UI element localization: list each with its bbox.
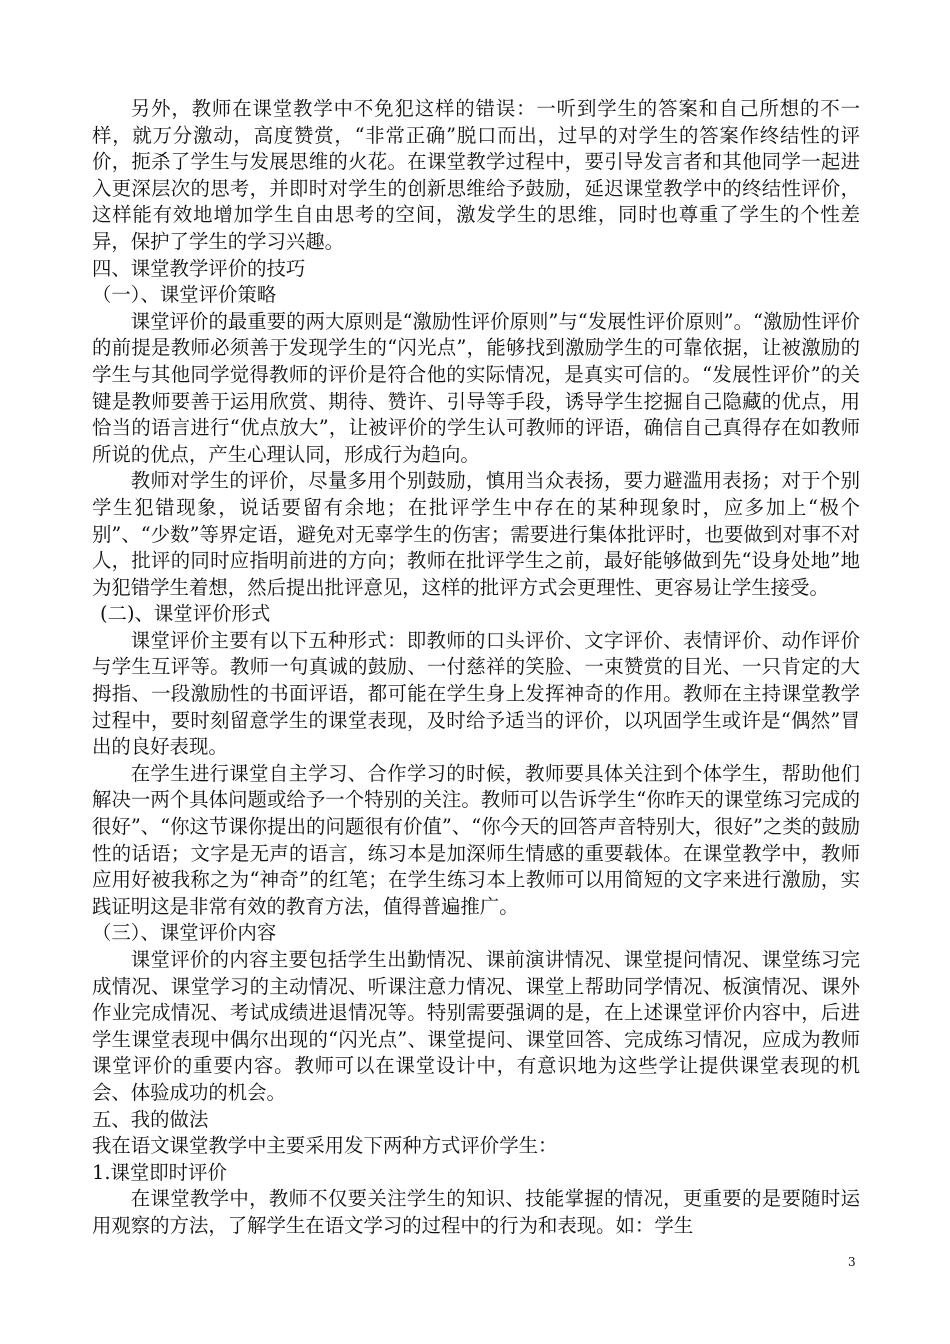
intro-line: 我在语文课堂教学中主要采用发下两种方式评价学生： (92, 1134, 558, 1158)
paragraph-1: 另外，教师在课堂教学中不免犯这样的错误：一听到学生的答案和自己所想的不一样，就万分激动，高度赞赏，“非常正确”脱口而出，过早的对学生的答案作终结性的评价，扼杀了学生与发展思维的火花。在课堂教学过程中，要引导发言者和其他同学一起进入更深层次的思考，并即时对学生的创新思维给予鼓励，延迟课堂教学中的终结性评价，这样能有效地增加学生自由思考的空间，激发学生的思维，同时也尊重了学生的个性差异，保护了学生的学习兴趣。 (92, 97, 860, 253)
item-heading-1: 1.课堂即时评价 (92, 1160, 227, 1184)
section-heading-4: 四、课堂教学评价的技巧 (92, 256, 306, 280)
subsection-heading-1: （一）、课堂评价策略 (92, 283, 277, 307)
subsection-heading-3: （三）、课堂评价内容 (92, 921, 277, 945)
subsection-heading-2: (二)、课堂评价形式 (100, 602, 271, 626)
paragraph-5: 在学生进行课堂自主学习、合作学习的时候，教师要具体关注到个体学生，帮助他们解决一两个具体问题或给予一个特别的关注。教师可以告诉学生“你昨天的课堂练习完成的很好”、“你这节课你提出的问题很有价值”、“你今天的回答声音特别大，很好”之类的鼓励性的话语；文字是无声的语言，练习本是加深师生情感的重要载体。在课堂教学中，教师应用好被我称之为“神奇”的红笔；在学生练习本上教师可以用简短的文字来进行激励，实践证明这是非常有效的教育方法，值得普遍推广。 (92, 761, 860, 918)
section-heading-5: 五、我的做法 (92, 1107, 209, 1131)
paragraph-6: 课堂评价的内容主要包括学生出勤情况、课前演讲情况、课堂提问情况、课堂练习完成情况、课堂学习的主动情况、听课注意力情况、课堂上帮助同学情况、板演情况、课外作业完成情况、考试成绩进退情况等。特别需要强调的是，在上述课堂评价内容中，后进学生课堂表现中偶尔出现的“闪光点”、课堂提问、课堂回答、完成练习情况，应成为教师课堂评价的重要内容。教师可以在课堂设计中，有意识地为这些学让提供课堂表现的机会、体验成功的机会。 (92, 948, 860, 1104)
paragraph-4: 课堂评价主要有以下五种形式：即教师的口头评价、文字评价、表情评价、动作评价与学生互评等。教师一句真诚的鼓励、一付慈祥的笑脸、一束赞赏的目光、一只肯定的大拇指、一段激励性的书面评语，都可能在学生身上发挥神奇的作用。教师在主持课堂教学过程中，要时刻留意学生的课堂表现，及时给予适当的评价，以巩固学生或许是“偶然”冒出的良好表现。 (92, 628, 860, 759)
page-number: 3 (848, 1255, 856, 1269)
paragraph-7: 在课堂教学中，教师不仅要关注学生的知识、技能掌握的情况，更重要的是要随时运用观察的方法，了解学生在语文学习的过程中的行为和表现。如：学生 (92, 1187, 860, 1237)
paragraph-2: 课堂评价的最重要的两大原则是“激励性评价原则”与“发展性评价原则”。“激励性评价的前提是教师必须善于发现学生的“闪光点”，能够找到激励学生的可靠依据，让被激励的学生与其他同学觉得教师的评价是符合他的实际情况，是真实可信的。“发展性评价”的关键是教师要善于运用欣赏、期待、赞许、引导等手段，诱导学生挖掘自己隐藏的优点，用恰当的语言进行“优点放大”，让被评价的学生认可教师的评语，确信自己真得存在如教师所说的优点，产生心理认同，形成行为趋向。 (92, 309, 860, 466)
paragraph-3: 教师对学生的评价，尽量多用个别鼓励，慎用当众表扬，要力避滥用表扬；对于个别学生犯错现象，说话要留有余地；在批评学生中存在的某种现象时，应多加上“极个别”、“少数”等界定语，避免对无辜学生的伤害；需要进行集体批评时，也要做到对事不对人，批评的同时应指明前进的方向；教师在批评学生之前，最好能够做到先“设身处地”地为犯错学生着想，然后提出批评意见，这样的批评方式会更理性、更容易让学生接受。 (92, 469, 860, 599)
document-body (92, 96, 860, 1240)
